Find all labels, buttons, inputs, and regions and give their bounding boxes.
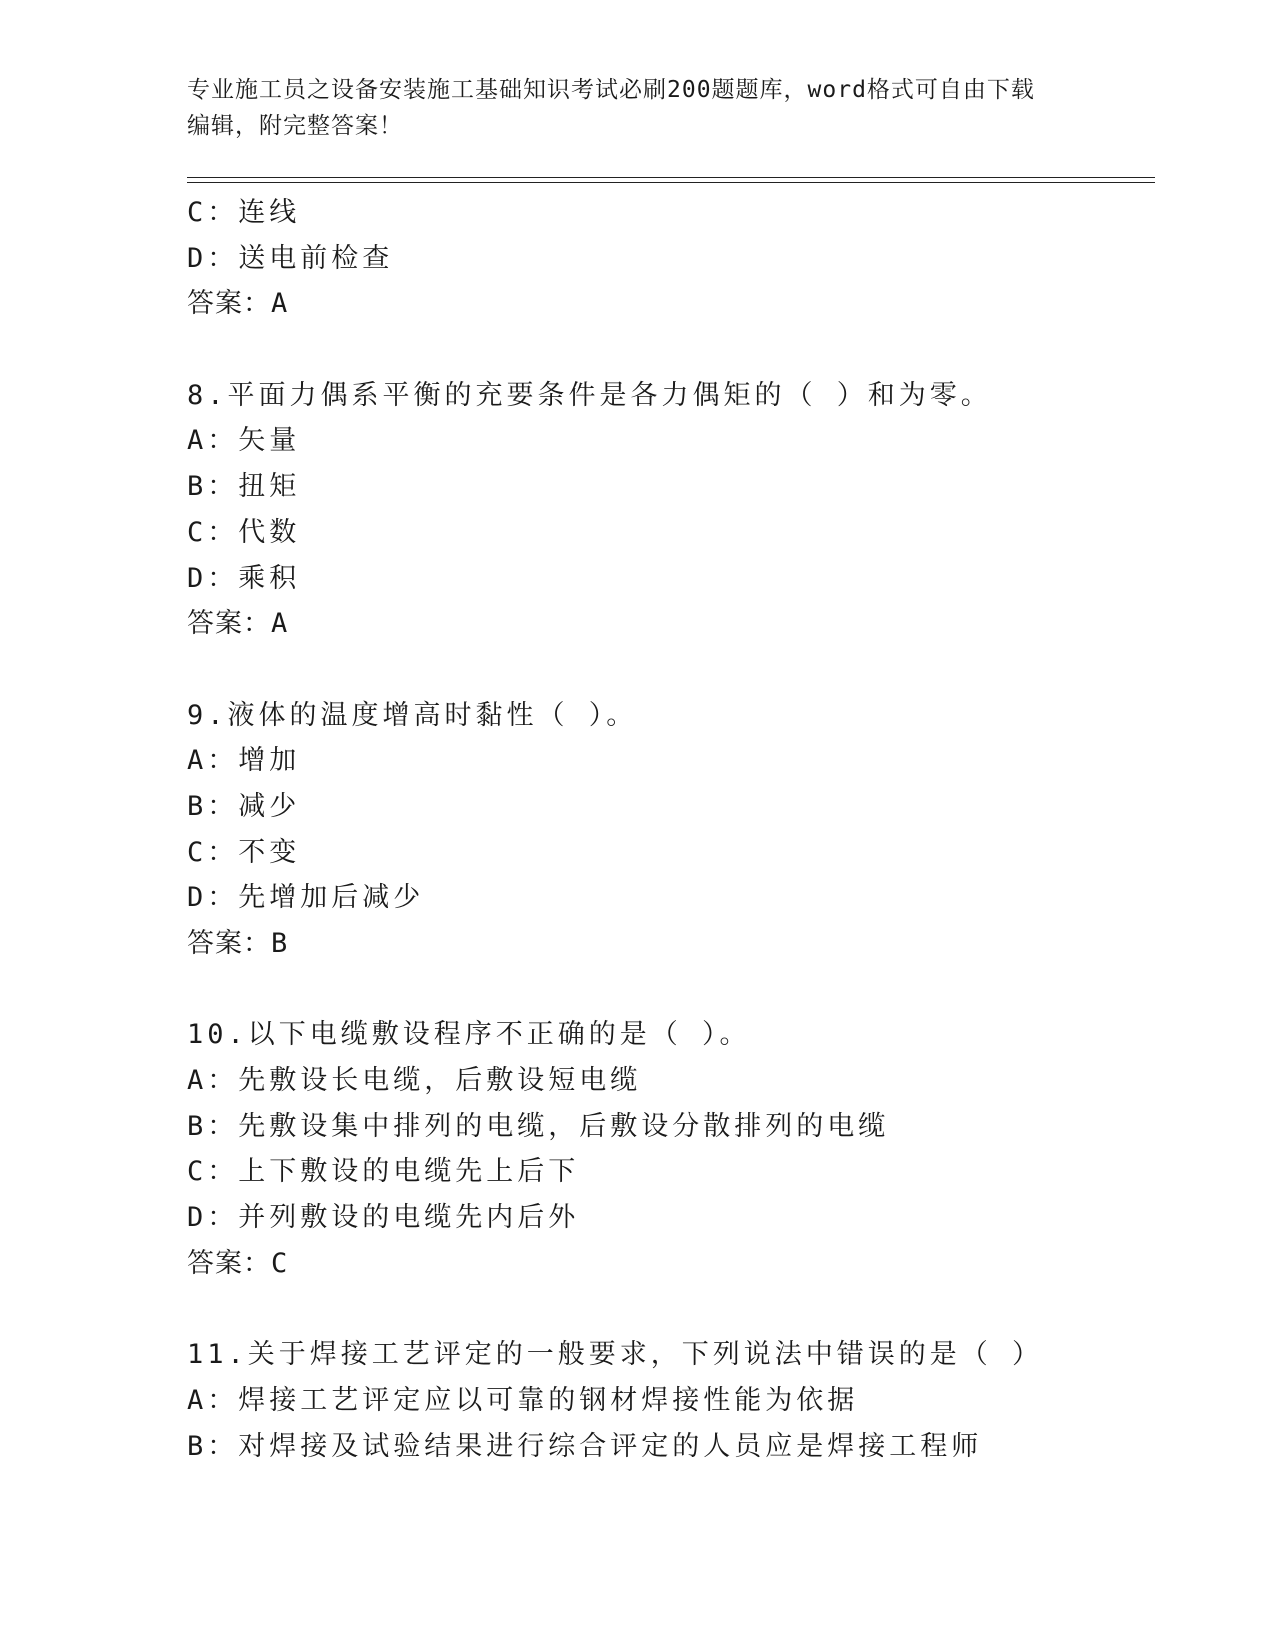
q11-option-b: B：对焊接及试验结果进行综合评定的人员应是焊接工程师 — [187, 1430, 983, 1462]
question-spacer — [187, 1287, 1147, 1333]
q8-option-d: D：乘积 — [187, 562, 301, 594]
q8-answer: 答案：A — [187, 608, 289, 640]
q10-option-d: D：并列敷设的电缆先内后外 — [187, 1202, 580, 1234]
q9-answer: 答案：B — [187, 928, 289, 959]
q7-option-d: D：送电前检查 — [187, 242, 394, 274]
q10-option-b: B：先敷设集中排列的电缆，后敷设分散排列的电缆 — [187, 1110, 890, 1142]
q9-option-c: C：不变 — [187, 836, 301, 868]
q8-option-a: A：矢量 — [187, 425, 301, 457]
header-divider-top — [187, 177, 1155, 178]
q7-option-c: C：连线 — [187, 197, 301, 228]
header-title-line-2: 编辑，附完整答案！ — [187, 113, 403, 139]
q9-option-d: D：先增加后减少 — [187, 882, 425, 914]
q10-stem: 10.以下电缆敷设程序不正确的是（ ）。 — [187, 1019, 751, 1051]
q7-answer: 答案：A — [187, 288, 289, 320]
q11-stem: 11.关于焊接工艺评定的一般要求，下列说法中错误的是（ ） — [187, 1339, 1044, 1371]
question-spacer — [187, 647, 1147, 693]
q10-option-c: C：上下敷设的电缆先上后下 — [187, 1156, 580, 1188]
q10-option-a: A：先敷设长电缆，后敷设短电缆 — [187, 1065, 642, 1097]
q8-stem: 8.平面力偶系平衡的充要条件是各力偶矩的（ ）和为零。 — [187, 379, 992, 411]
q10-answer: 答案：C — [187, 1247, 289, 1279]
document-header — [187, 72, 1087, 144]
q9-option-b: B：减少 — [187, 790, 301, 822]
header-divider-bottom — [187, 182, 1155, 183]
question-content — [187, 190, 1147, 1469]
q9-option-a: A：增加 — [187, 745, 301, 777]
q8-option-b: B：扭矩 — [187, 471, 301, 503]
question-spacer — [187, 327, 1147, 373]
question-spacer — [187, 967, 1147, 1013]
q8-option-c: C：代数 — [187, 516, 301, 548]
header-title-line-1: 专业施工员之设备安装施工基础知识考试必刷200题题库，word格式可自由下载 — [187, 77, 1035, 103]
q9-stem: 9.液体的温度增高时黏性（ ）。 — [187, 699, 638, 731]
q11-option-a: A：焊接工艺评定应以可靠的钢材焊接性能为依据 — [187, 1384, 859, 1416]
